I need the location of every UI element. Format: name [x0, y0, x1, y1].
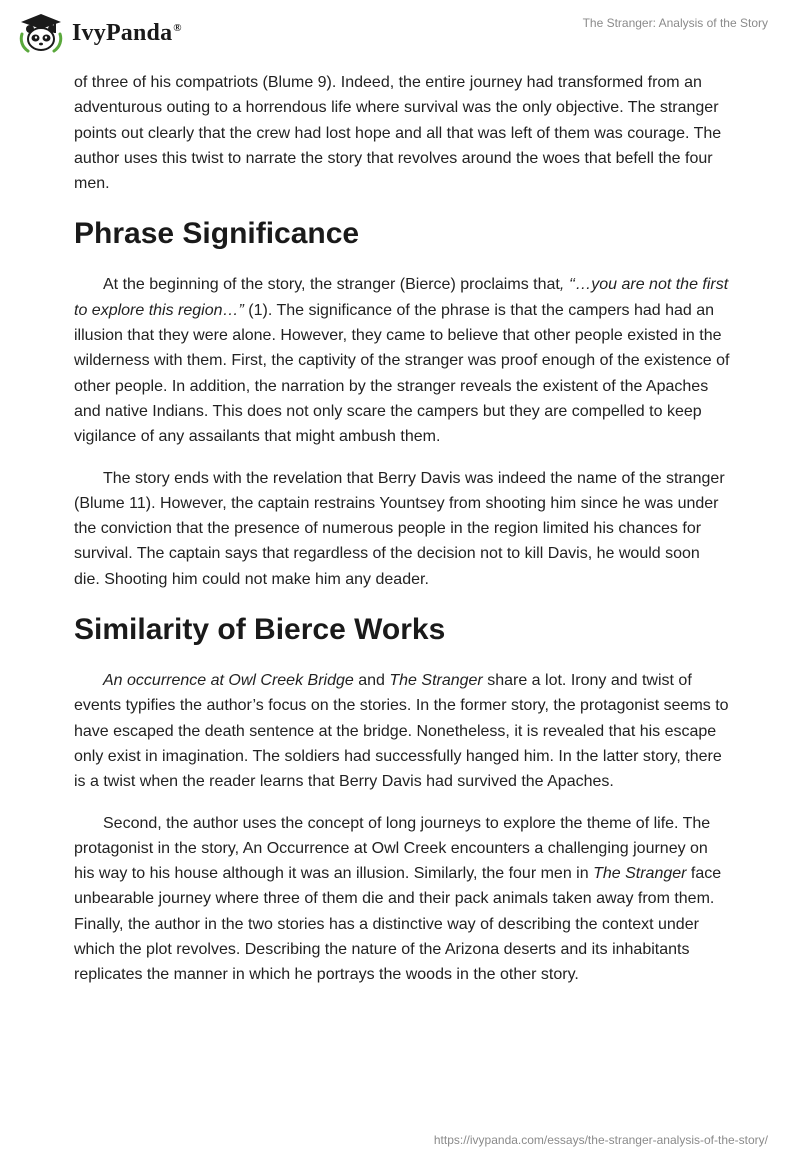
brand-text: IvyPanda	[72, 19, 173, 46]
paragraph-story-ending: The story ends with the revelation that Berry Davis was indeed the name of the stranger (Blume 11). However, the captain restrains Yountsey from shooting him since he was under the conviction that the presence of numerous people in the region limited his chances for survival. The captain says that regardless of the decision not to kill Davis, he would soon die. Shooting him could not make him any deader.	[74, 469, 725, 588]
paragraph-text: face unbearable journey where three of them die and their pack animals taken away from them. Finally, the author in the two stories has a distinctive way of describing the context under which the plot revolves. Describing the nature of the Arizona deserts and its inhabitants replicates the manner in which he portrays the woods in the other story.	[74, 865, 722, 984]
brand-name	[72, 20, 182, 47]
quote-text: , ‘‘…you are not the first to explore this region…”	[74, 276, 729, 319]
heading-similarity-of-works: Similarity of Bierce Works	[74, 613, 446, 647]
brand-logo[interactable]	[18, 12, 182, 54]
paragraph-text: and	[353, 672, 390, 690]
paragraph-text: At the beginning of the story, the stranger (Bierce) proclaims that	[103, 276, 560, 294]
paragraph-text: share a lot. Irony and twist of events typifies the author’s focus on the stories. In the former story, the protagonist seems to have escaped the death sentence at the bridge. Nonetheless, it is revealed that his escape only exist in imagination. The soldiers had successfully hanged him. In the latter story, there is a twist when the reader learns that Berry Davis had survived the Apaches.	[74, 672, 729, 791]
paragraph-irony-twist	[74, 668, 730, 794]
heading-phrase-significance: Phrase Significance	[74, 217, 360, 251]
document-title: The Stranger: Analysis of the Story	[582, 16, 768, 30]
work-title: The Stranger	[389, 672, 483, 690]
paragraph-phrase-significance	[74, 272, 730, 449]
work-title: The Stranger	[593, 865, 687, 883]
source-url[interactable]: https://ivypanda.com/essays/the-stranger-analysis-of-the-story/	[433, 1133, 768, 1147]
paragraph-text: (1). The significance of the phrase is that the campers had had an illusion that they were alone. However, they came to believe that other people existed in the wilderness with them. First, the captivity of the stranger was proof enough of the existence of other people. In addition, the narration by the stranger reveals the existent of the Apaches and native Indians. This does not only scare the campers but they are compelled to keep vigilance of any assailants that might ambush them.	[74, 301, 730, 446]
work-title: An occurrence at Owl Creek Bridge	[103, 672, 354, 690]
paragraph-continued: of three of his compatriots (Blume 9). Indeed, the entire journey had transformed from an adventurous outing to a horrendous life where survival was the only objective. The stranger points out clearly that the crew had lost hope and all that was left of them was courage. The author uses this twist to narrate the story that revolves around the woes that befell the four men.	[74, 74, 722, 193]
panda-graduate-icon	[18, 12, 64, 54]
paragraph-long-journeys	[74, 811, 730, 988]
page-header	[0, 0, 800, 70]
registered-mark: ®	[173, 21, 182, 34]
essay-content	[74, 70, 730, 1004]
paragraph-text: Second, the author uses the concept of long journeys to explore the theme of life. The protagonist in the story, An Occurrence at Owl Creek encounters a challenging journey on his way to his house although it was an illusion. Similarly, the four men in	[74, 814, 711, 883]
